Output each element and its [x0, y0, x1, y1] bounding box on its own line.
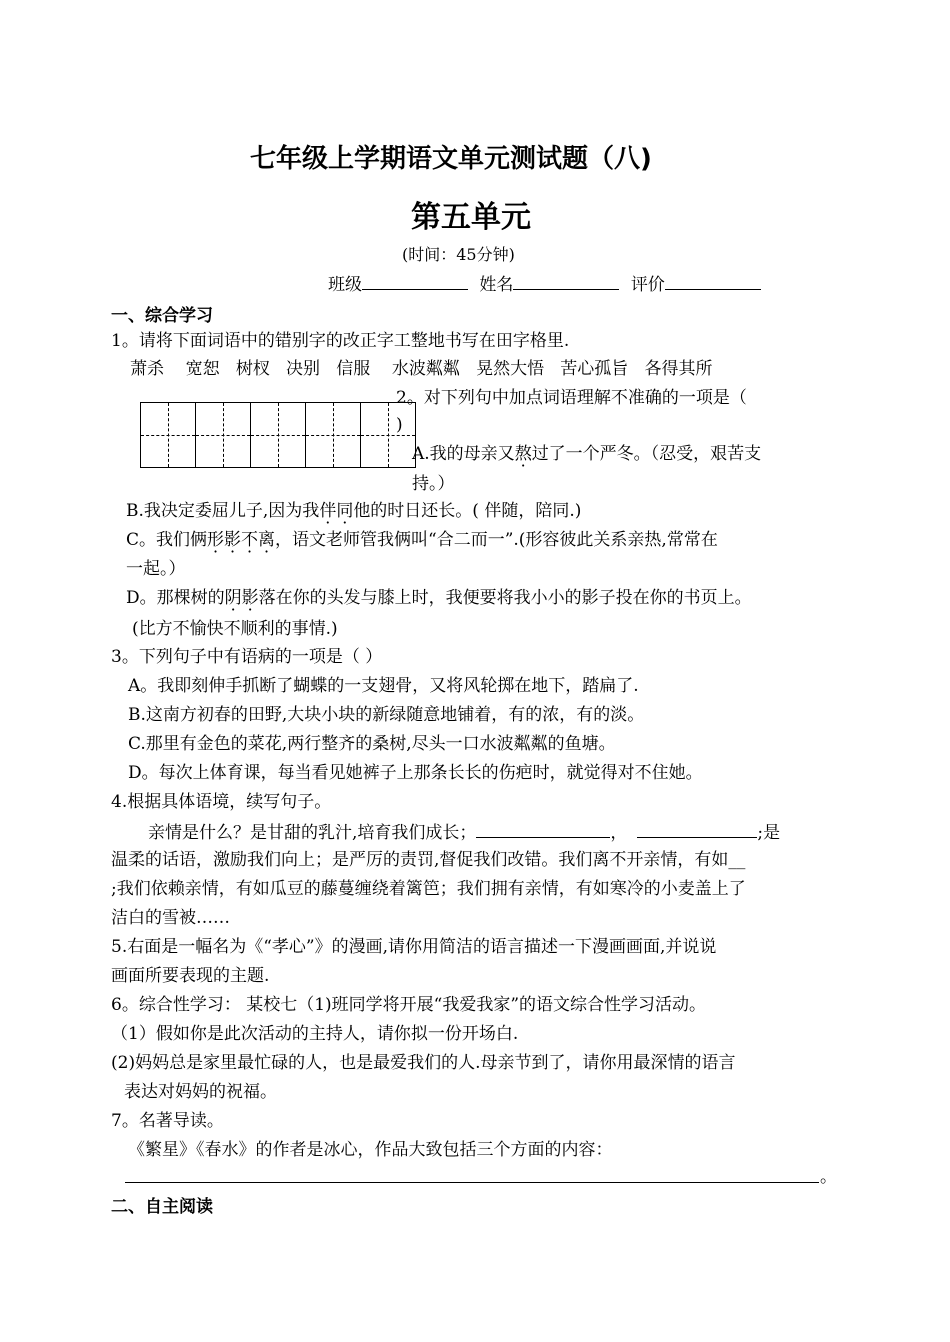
- dotted-word: 熬: [514, 444, 532, 464]
- dotted-word: 影: [241, 588, 259, 608]
- q6-sub-2-cont: 表达对妈妈的祝福。: [124, 1082, 277, 1102]
- q7-prompt: 7。名著导读。: [111, 1111, 224, 1131]
- q7-end: 。: [820, 1167, 837, 1187]
- q4-prompt: 4.根据具体语境，续写句子。: [111, 792, 332, 812]
- q6-sub-1: （1）假如你是此次活动的主持人，请你拟一份开场白.: [111, 1024, 519, 1044]
- dotted-word: 同: [336, 501, 354, 521]
- grid-cell: [360, 402, 416, 468]
- q5-line-2: 画面所要表现的主题.: [111, 966, 270, 986]
- q3-prompt: 3。下列句子中有语病的一项是（ ）: [111, 647, 383, 667]
- q4-line-4: 洁白的雪被……: [111, 908, 230, 928]
- q5-line-1: 5.右面是一幅名为《“孝心”》的漫画,请你用简洁的语言描述一下漫画画面,并说说: [111, 937, 717, 957]
- q2-c-text: ，语文老师管我俩叫“合二而一”.(形容彼此关系亲热,常常在: [275, 530, 718, 550]
- q2-option-c: [126, 528, 718, 552]
- student-info-row: [328, 271, 761, 297]
- eval-blank: [665, 271, 761, 290]
- dotted-word: 不: [241, 530, 259, 550]
- name-label: 姓名: [479, 275, 514, 295]
- grid-cell: [140, 402, 196, 468]
- q1-prompt: 1。请将下面词语中的错别字的改正字工整地书写在田字格里.: [111, 331, 570, 351]
- eval-label: 评价: [630, 275, 665, 295]
- q4-line-1: [148, 819, 780, 845]
- dotted-word: 阴: [224, 588, 242, 608]
- q4-line-2: 温柔的话语，激励我们向上；是严厉的责罚,督促我们改错。我们离不开亲情，有如__: [111, 850, 746, 870]
- section-heading-1: 一、综合学习: [111, 306, 213, 326]
- class-blank: [362, 271, 468, 290]
- dotted-word: 伴: [319, 501, 337, 521]
- q4-line-3: ;我们依赖亲情，有如瓜豆的藤蔓缠绕着篱笆；我们拥有亲情，有如寒冷的小麦盖上了: [111, 879, 746, 899]
- q7-answer-line: [125, 1182, 819, 1183]
- grid-cell: [195, 402, 251, 468]
- q4-text: ;是: [757, 823, 781, 843]
- time-note: (时间：45分钟): [402, 245, 515, 264]
- q2-a-text: A.我的母亲又: [412, 444, 515, 464]
- q7-text: 《繁星》《春水》的作者是冰心，作品大致包括三个方面的内容：: [128, 1140, 613, 1160]
- q2-b-text: B.我决定委屈儿子,因为我: [126, 501, 320, 521]
- dotted-word: 影: [224, 530, 242, 550]
- page-title: 七年级上学期语文单元测试题（八): [250, 144, 652, 174]
- grid-cell: [250, 402, 306, 468]
- q2-option-b: [126, 499, 581, 523]
- unit-title: 第五单元: [411, 200, 531, 235]
- q2-d-text: 落在你的头发与膝上时，我便要将我小小的影子投在你的书页上。: [258, 588, 752, 608]
- q4-text: ，: [610, 823, 628, 843]
- q2-b-text: 他的时日还长。( 伴随，陪同.): [353, 501, 582, 521]
- dotted-word: 离: [258, 530, 276, 550]
- q4-blank: [476, 819, 610, 838]
- q3-option-a: A。我即刻伸手抓断了蝴蝶的一支翅骨，又将风轮掷在地下，踏扁了.: [128, 676, 639, 696]
- q3-option-c: C.那里有金色的菜花,两行整齐的桑树,尽头一口水波粼粼的鱼塘。: [128, 734, 616, 754]
- q3-option-d: D。每次上体育课，每当看见她裤子上那条长长的伤疤时，就觉得对不住她。: [128, 763, 703, 783]
- q2-option-d: [126, 586, 752, 610]
- q2-option-d-cont: (比方不愉快不顺利的事情.): [132, 619, 338, 639]
- q2-option-a: [412, 442, 761, 466]
- class-label: 班级: [328, 275, 362, 295]
- q6-prompt: 6。综合性学习： 某校七（1)班同学将开展“我爱我家”的语文综合性学习活动。: [111, 995, 707, 1015]
- name-blank: [513, 271, 619, 290]
- dotted-word: 形: [207, 530, 225, 550]
- q2-option-c-cont: 一起。）: [126, 559, 186, 579]
- q2-d-text: D。那棵树的: [126, 588, 225, 608]
- q3-option-b: B.这南方初春的田野,大块小块的新绿随意地铺着，有的浓，有的淡。: [128, 705, 645, 725]
- grid-cell: [305, 402, 361, 468]
- q2-c-text: C。我们俩: [126, 530, 208, 550]
- q2-a-text: 过了一个严冬。（忍受，艰苦支: [531, 444, 762, 464]
- q6-sub-2: (2)妈妈总是家里最忙碌的人，也是最爱我们的人.母亲节到了，请你用最深情的语言: [111, 1053, 736, 1073]
- q2-prompt-close: ): [396, 415, 403, 435]
- q4-blank: [637, 819, 757, 838]
- q4-text: 亲情是什么？是甘甜的乳汁,培育我们成长；: [148, 823, 477, 843]
- q2-prompt: 2。对下列句中加点词语理解不准确的一项是（: [396, 388, 747, 408]
- section-heading-2: 二、自主阅读: [111, 1197, 213, 1217]
- q2-option-a-cont: 持。）: [412, 474, 455, 494]
- q1-words: 萧杀 宽恕 树杈 决别 信服 水波粼粼 晃然大悟 苦心孤旨 各得其所: [130, 359, 713, 379]
